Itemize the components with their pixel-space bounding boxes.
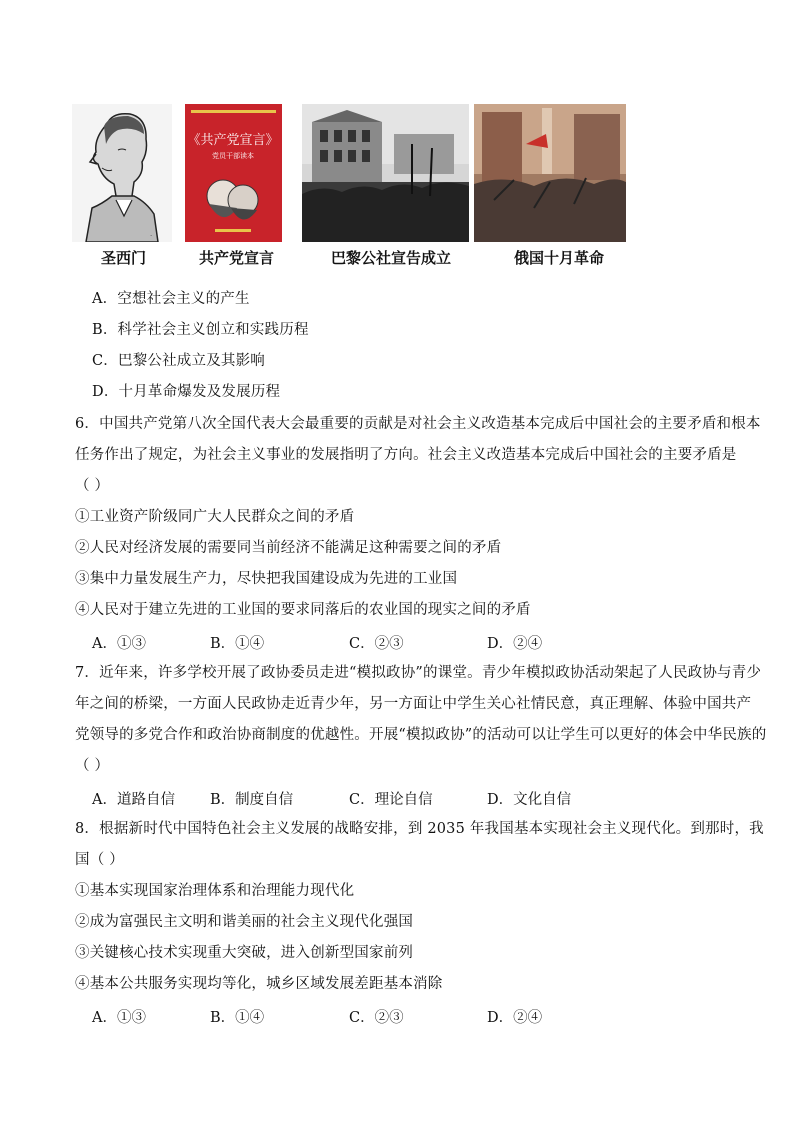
saint-simon-portrait <box>72 104 172 242</box>
paris-commune-image <box>302 104 469 242</box>
caption-communist-manifesto: 共产党宣言 <box>199 249 275 267</box>
q5-option-a: A．空想社会主义的产生 <box>92 291 250 307</box>
q6-stem-line-3: （ ） <box>75 478 110 494</box>
cover-title: 《共产党宣言》 <box>187 133 279 148</box>
caption-october-revolution: 俄国十月革命 <box>514 249 605 267</box>
q6-stem-line-2: 任务作出了规定，为社会主义事业的发展指明了方向。社会主义改造基本完成后中国社会的主要矛盾是 <box>75 447 737 463</box>
q8-item-1: ①基本实现国家治理体系和治理能力现代化 <box>75 883 355 899</box>
q6-item-3: ③集中力量发展生产力，尽快把我国建设成为先进的工业国 <box>75 571 458 587</box>
manifesto-book-cover <box>185 104 282 242</box>
q5-option-c: C．巴黎公社成立及其影响 <box>92 353 265 369</box>
q7-stem-line-3: 党领导的多党合作和政治协商制度的优越性。开展“模拟政协”的活动可以让学生可以更好的体会中华民族的 <box>75 727 767 743</box>
cover-subtitle: 党员干部读本 <box>212 152 254 160</box>
q7-option-c: C．理论自信 <box>349 792 433 808</box>
q8-item-2: ②成为富强民主文明和谐美丽的社会主义现代化强国 <box>75 914 414 930</box>
q8-stem-line-1: 8．根据新时代中国特色社会主义发展的战略安排，到 2035 年我国基本实现社会主义现代化。到那时，我 <box>75 821 764 837</box>
q6-item-1: ①工业资产阶级同广大人民群众之间的矛盾 <box>75 509 355 525</box>
q7-option-a: A．道路自信 <box>92 792 175 808</box>
q6-stem-line-1: 6．中国共产党第八次全国代表大会最重要的贡献是对社会主义改造基本完成后中国社会的主要矛盾和根本 <box>75 416 761 432</box>
q5-option-b: B．科学社会主义创立和实践历程 <box>92 322 309 338</box>
q8-option-b: B．①④ <box>210 1010 265 1026</box>
q6-option-d: D．②④ <box>487 636 543 652</box>
q6-option-c: C．②③ <box>349 636 404 652</box>
q5-option-d: D．十月革命爆发及发展历程 <box>92 384 281 400</box>
q7-stem-line-4: （ ） <box>75 758 110 774</box>
q8-option-c: C．②③ <box>349 1010 404 1026</box>
q6-option-b: B．①④ <box>210 636 265 652</box>
q6-item-4: ④人民对于建立先进的工业国的要求同落后的农业国的现实之间的矛盾 <box>75 602 531 618</box>
q8-stem-line-2: 国（ ） <box>75 852 124 868</box>
q8-item-4: ④基本公共服务实现均等化，城乡区域发展差距基本消除 <box>75 976 443 992</box>
q8-item-3: ③关键核心技术实现重大突破，进入创新型国家前列 <box>75 945 414 961</box>
q7-option-b: B．制度自信 <box>210 792 294 808</box>
q7-stem-line-1: 7．近年来，许多学校开展了政协委员走进“模拟政协”的课堂。青少年模拟政协活动架起了人民政协与青少 <box>75 665 762 681</box>
october-revolution-image <box>474 104 626 242</box>
q6-option-a: A．①③ <box>92 636 146 652</box>
q6-item-2: ②人民对经济发展的需要同当前经济不能满足这种需要之间的矛盾 <box>75 540 502 556</box>
q8-option-a: A．①③ <box>92 1010 146 1026</box>
caption-paris-commune: 巴黎公社宣告成立 <box>331 249 452 267</box>
q7-stem-line-2: 年之间的桥梁，一方面人民政协走近青少年，另一方面让中学生关心社情民意，真正理解、体验中国共产 <box>75 696 752 712</box>
q8-option-d: D．②④ <box>487 1010 543 1026</box>
caption-saint-simon: 圣西门 <box>101 249 147 267</box>
svg-text:·: · <box>150 232 153 240</box>
q7-option-d: D．文化自信 <box>487 792 572 808</box>
